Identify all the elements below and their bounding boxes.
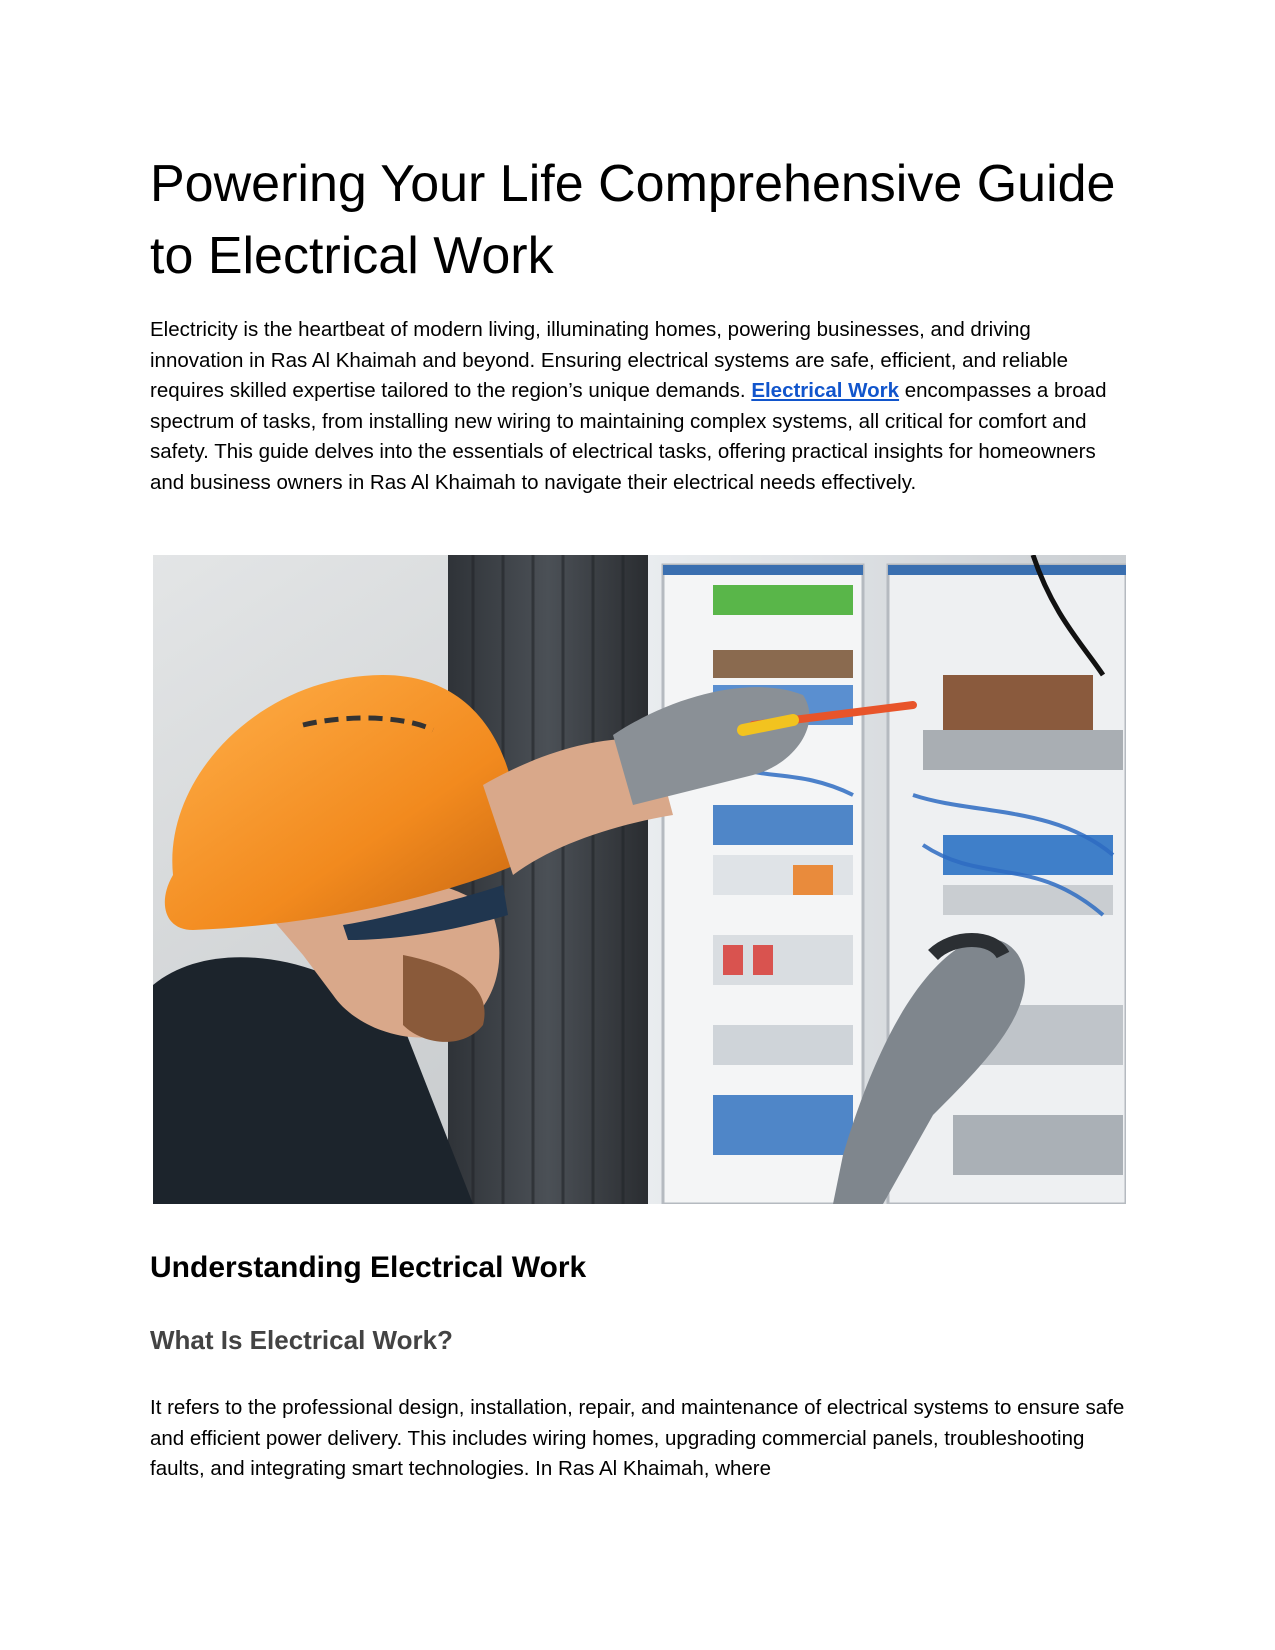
electrician-illustration (153, 555, 1126, 1204)
section-heading: Understanding Electrical Work (150, 1251, 587, 1284)
subsection-paragraph: It refers to the professional design, installation, repair, and maintenance of electrical systems to ensure safe and efficient power delivery. This includes wiring homes, upgrading commercial panels, troubleshooting faults, and integrating smart technologies. In Ras Al Khaimah, where (150, 1396, 1125, 1480)
hero-image (153, 555, 1126, 1204)
intro-paragraph (150, 315, 1125, 498)
document-title: Powering Your Life Comprehensive Guide to Electrical Work (150, 155, 1116, 285)
subsection-heading: What Is Electrical Work? (150, 1325, 453, 1355)
electrical-work-link[interactable]: Electrical Work (751, 379, 900, 402)
intro-text-before: Electricity is the heartbeat of modern living, illuminating homes, powering businesses, and driving innovation in Ras Al Khaimah and beyond. Ensuring electrical systems are safe, efficient, and reliable requires skilled expertise tailored to the region’s unique demands. (150, 318, 1069, 402)
intro-text-after: encompasses a broad spectrum of tasks, from installing new wiring to maintaining complex systems, all critical for comfort and safety. This guide delves into the essentials of electrical tasks, offering practical insights for homeowners and business owners in Ras Al Khaimah to navigate their electrical needs effectively. (150, 379, 1107, 494)
